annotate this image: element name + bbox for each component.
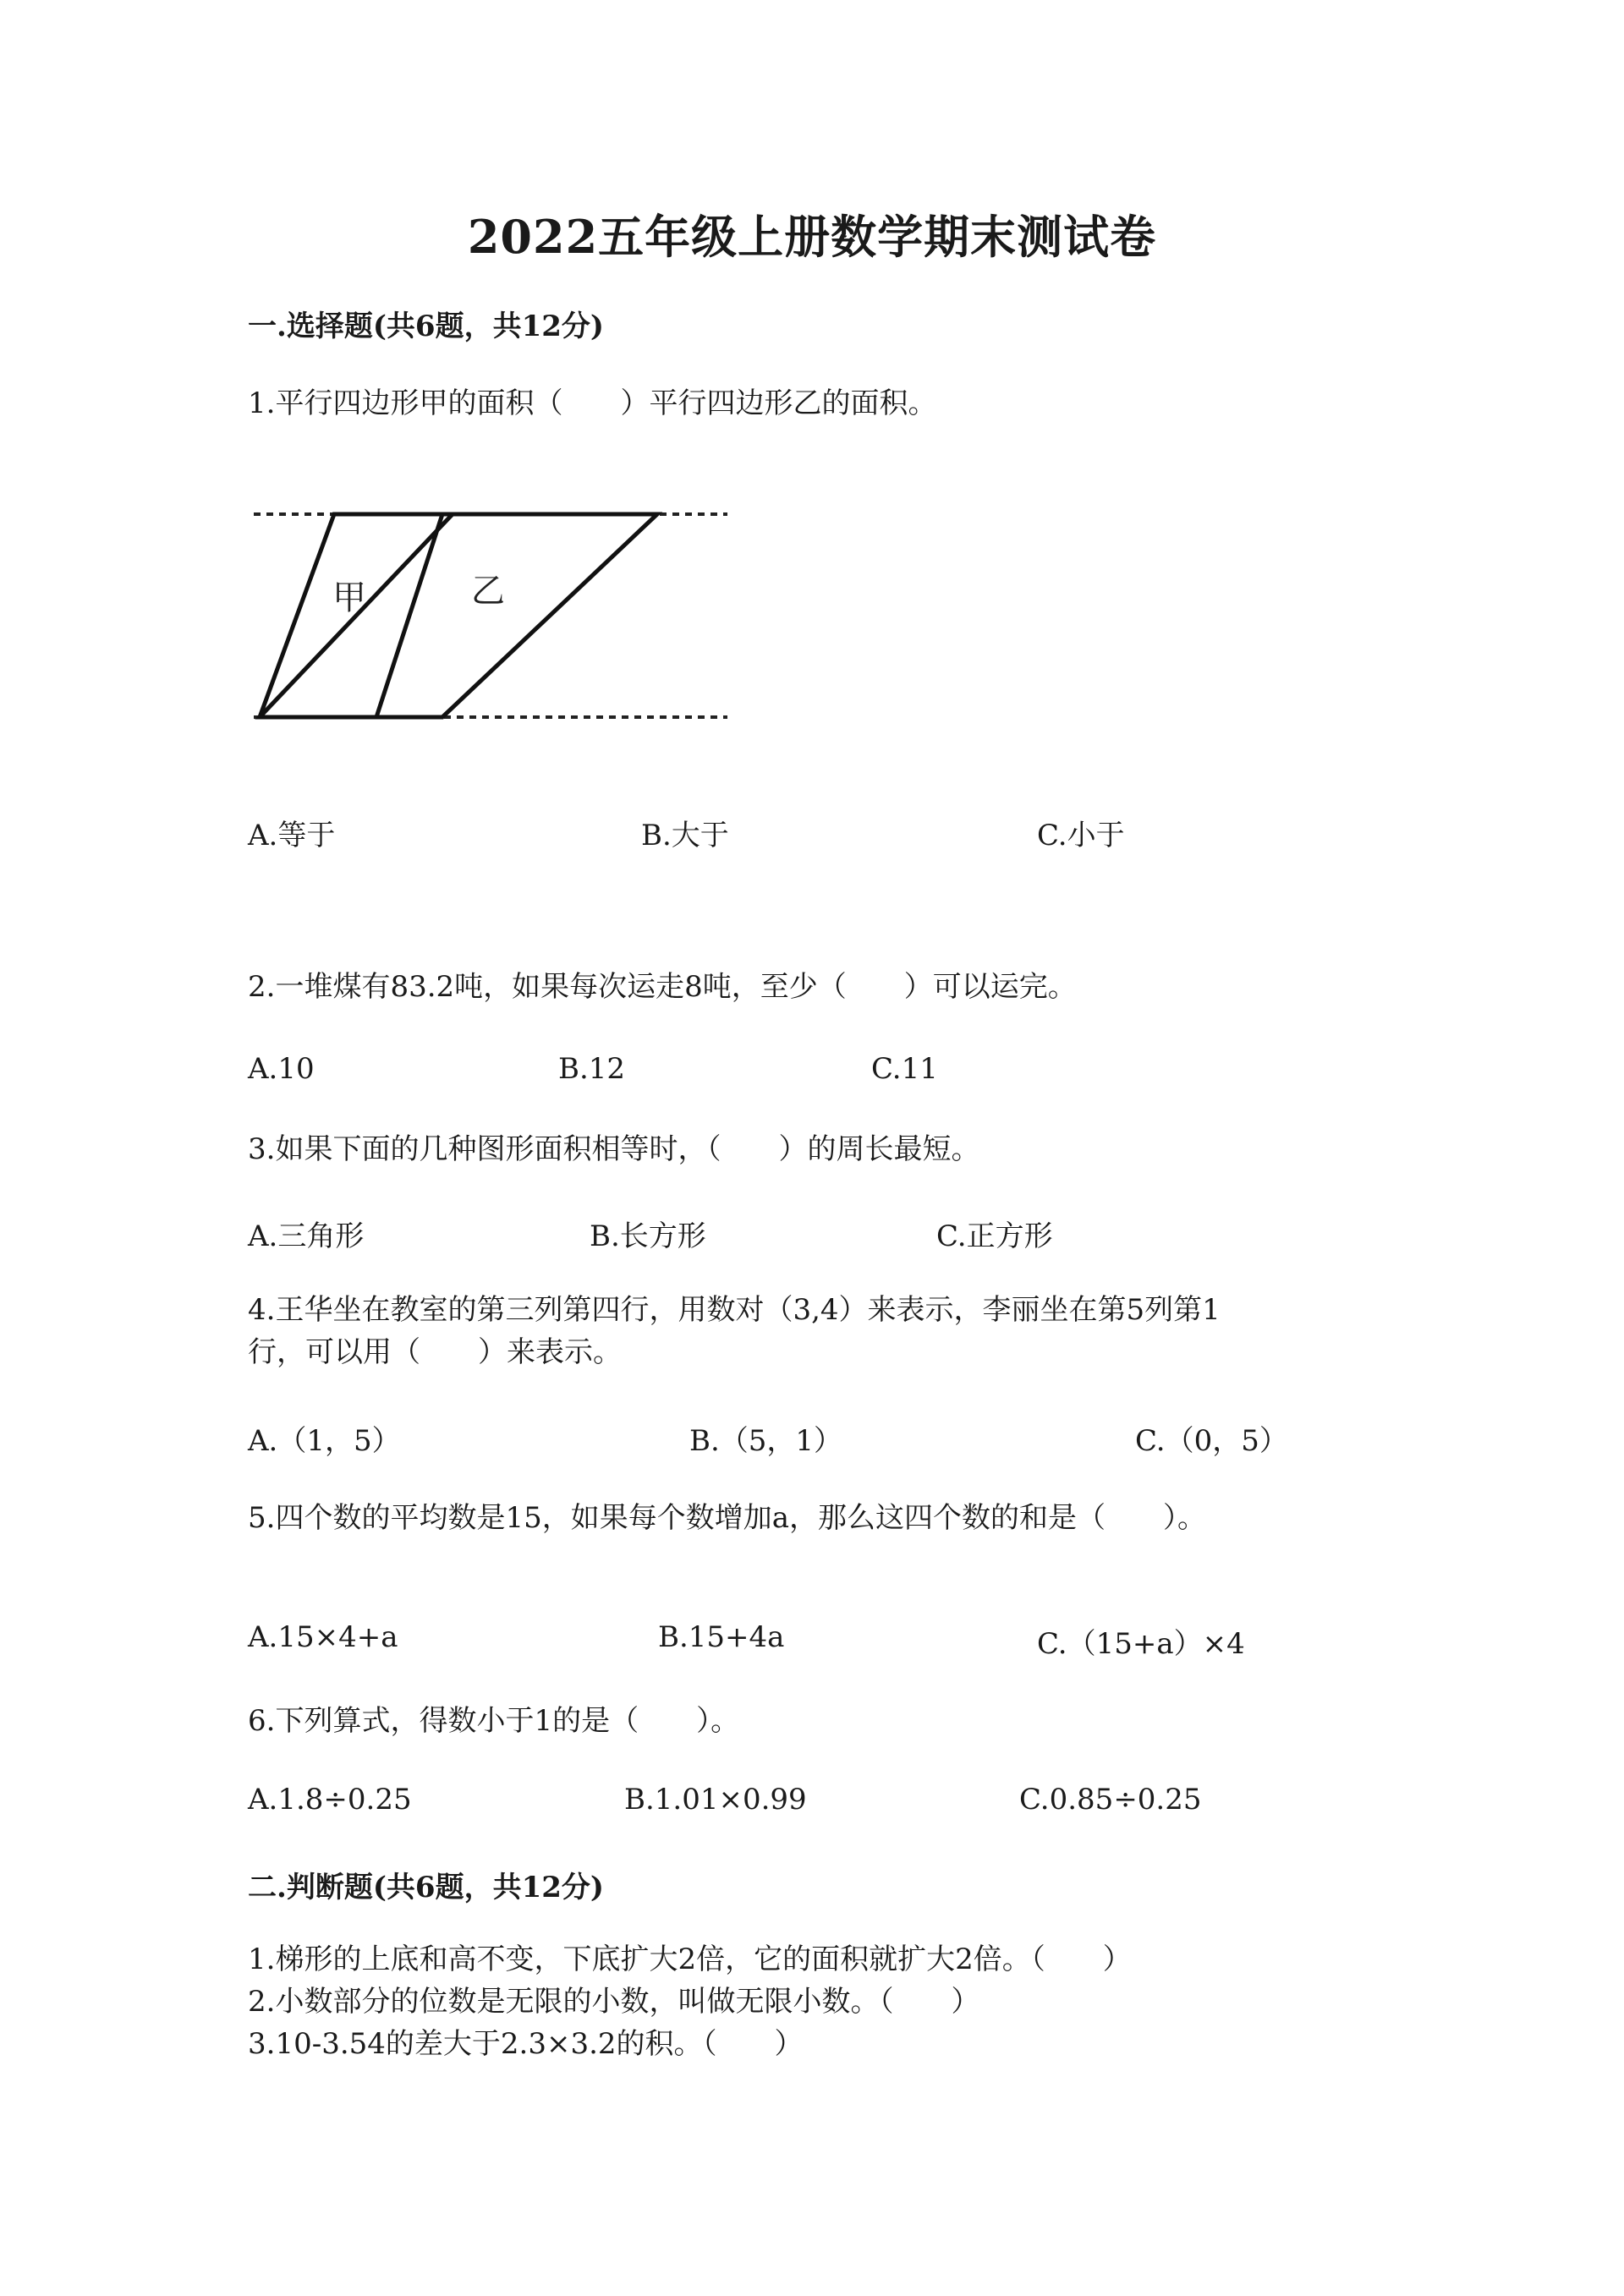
parallelogram-yi: [260, 514, 657, 717]
label-jia: 甲: [332, 578, 366, 617]
question-5-option-a: A.15×4+a: [248, 1620, 398, 1654]
judgement-item-3: 3.10-3.54的差大于2.3×3.2的积。（ ）: [248, 2027, 804, 2061]
question-2-text: 2.一堆煤有83.2吨，如果每次运走8吨，至少（ ）可以运完。: [248, 970, 1077, 1004]
question-6-option-c: C.0.85÷0.25: [1019, 1783, 1202, 1817]
question-5-text: 5.四个数的平均数是15，如果每个数增加a，那么这四个数的和是（ ）。: [248, 1501, 1206, 1535]
question-1-option-a: A.等于: [248, 819, 336, 852]
label-yi: 乙: [471, 572, 505, 611]
question-4-text-line1: 4.王华坐在教室的第三列第四行，用数对（3,4）来表示，李丽坐在第5列第1: [248, 1293, 1221, 1327]
question-4-text-line2: 行，可以用（ ）来表示。: [248, 1335, 622, 1369]
question-4-option-c: C.（0，5）: [1135, 1424, 1288, 1458]
section-heading-choice: 一.选择题(共6题，共12分): [248, 310, 604, 343]
question-6-option-b: B.1.01×0.99: [624, 1783, 807, 1817]
question-3-option-b: B.长方形: [590, 1219, 706, 1253]
question-1-option-c: C.小于: [1037, 819, 1125, 852]
question-1-option-b: B.大于: [641, 819, 729, 852]
page-title: 2022五年级上册数学期末测试卷: [467, 210, 1157, 264]
question-2-option-c: C.11: [871, 1052, 938, 1086]
question-5-option-c: C.（15+a）×4: [1037, 1627, 1245, 1661]
judgement-item-1: 1.梯形的上底和高不变，下底扩大2倍，它的面积就扩大2倍。（ ）: [248, 1943, 1132, 1976]
question-5-option-b: B.15+4a: [658, 1620, 785, 1654]
question-2-option-b: B.12: [558, 1052, 626, 1086]
question-3-option-c: C.正方形: [936, 1219, 1053, 1253]
question-2-option-a: A.10: [248, 1052, 315, 1086]
question-4-option-b: B.（5，1）: [689, 1424, 843, 1458]
parallelogram-figure: [250, 499, 740, 736]
question-6-option-a: A.1.8÷0.25: [248, 1783, 412, 1817]
question-6-text: 6.下列算式，得数小于1的是（ ）。: [248, 1704, 740, 1738]
question-3-option-a: A.三角形: [248, 1219, 365, 1253]
judgement-item-2: 2.小数部分的位数是无限的小数，叫做无限小数。（ ）: [248, 1985, 980, 2019]
question-3-text: 3.如果下面的几种图形面积相等时，（ ）的周长最短。: [248, 1132, 980, 1166]
question-4-option-a: A.（1，5）: [248, 1424, 401, 1458]
question-1-text: 1.平行四边形甲的面积（ ）平行四边形乙的面积。: [248, 386, 937, 420]
section-heading-judgement: 二.判断题(共6题，共12分): [248, 1871, 604, 1904]
